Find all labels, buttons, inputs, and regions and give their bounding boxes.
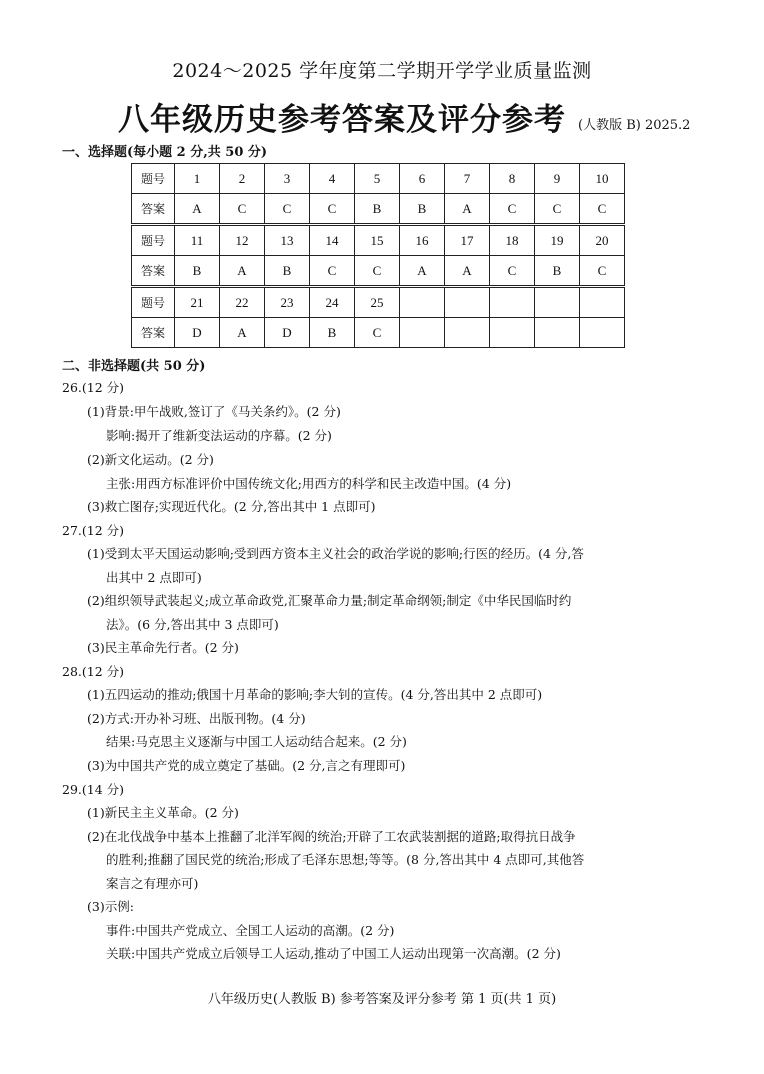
answer-line: 法》。(6 分,答出其中 3 点即可) xyxy=(106,617,279,632)
answer-cell: B xyxy=(175,256,220,287)
section1-heading: 一、选择题(每小题 2 分,共 50 分) xyxy=(62,145,268,160)
question-27-header: 27.(12 分) xyxy=(62,523,125,538)
question-number-cell: 15 xyxy=(355,225,400,256)
question-29-header: 29.(14 分) xyxy=(62,782,125,797)
answer-line: 结果:马克思主义逐渐与中国工人运动结合起来。(2 分) xyxy=(106,734,407,749)
answer-cell: A xyxy=(220,318,265,348)
question-number-cell: 14 xyxy=(310,225,355,256)
section2-heading: 二、非选择题(共 50 分) xyxy=(62,359,206,374)
answer-cell: C xyxy=(220,194,265,225)
question-28-header: 28.(12 分) xyxy=(62,664,125,679)
answer-line: 事件:中国共产党成立、全国工人运动的高潮。(2 分) xyxy=(106,923,395,938)
answer-line: (2)方式:开办补习班、出版刊物。(4 分) xyxy=(87,711,306,726)
answer-row xyxy=(132,256,625,287)
answer-cell xyxy=(535,318,580,348)
answer-line: (2)组织领导武装起义;成立革命政党,汇聚革命力量;制定革命纲领;制定《中华民国临时约 xyxy=(87,593,572,608)
answer-line: 出其中 2 点即可) xyxy=(106,570,202,585)
question-number-cell: 2 xyxy=(220,164,265,194)
answer-line: (2)在北伐战争中基本上推翻了北洋军阀的统治;开辟了工农武装割据的道路;取得抗日战争 xyxy=(87,829,576,844)
question-number-cell xyxy=(445,287,490,318)
answer-cell: C xyxy=(535,194,580,225)
answer-line: 案言之有理亦可) xyxy=(106,876,199,891)
answer-cell xyxy=(400,318,445,348)
answer-cell: C xyxy=(580,194,625,225)
answer-cell: C xyxy=(490,194,535,225)
question-number-cell: 11 xyxy=(175,225,220,256)
answer-line: 主张:用西方标准评价中国传统文化;用西方的科学和民主改造中国。(4 分) xyxy=(106,476,512,491)
answer-line: (2)新文化运动。(2 分) xyxy=(87,452,214,467)
question-number-cell: 8 xyxy=(490,164,535,194)
answer-cell: A xyxy=(445,194,490,225)
answer-cell: B xyxy=(310,318,355,348)
answer-cell: C xyxy=(580,256,625,287)
answer-cell: B xyxy=(535,256,580,287)
answer-line: (1)新民主主义革命。(2 分) xyxy=(87,805,239,820)
answer-cell: D xyxy=(265,318,310,348)
question-number-row xyxy=(132,287,625,318)
answer-cell: A xyxy=(445,256,490,287)
answer-cell: B xyxy=(355,194,400,225)
answer-line: 的胜利;推翻了国民党的统治;形成了毛泽东思想;等等。(8 分,答出其中 4 点即可,其他答 xyxy=(106,852,585,867)
question-number-cell: 3 xyxy=(265,164,310,194)
answer-cell xyxy=(580,318,625,348)
answer-cell xyxy=(445,318,490,348)
answer-cell: C xyxy=(310,256,355,287)
row-label: 答案 xyxy=(132,194,175,225)
answer-cell xyxy=(490,318,535,348)
title-line1: 2024～2025 学年度第二学期开学学业质量监测 xyxy=(172,60,592,82)
question-26-header: 26.(12 分) xyxy=(62,380,125,395)
answer-line: (1)背景:甲午战败,签订了《马关条约》。(2 分) xyxy=(87,404,341,419)
answer-line: (1)受到太平天国运动影响;受到西方资本主义社会的政治学说的影响;行医的经历。(4 分,答 xyxy=(87,546,584,561)
row-label: 题号 xyxy=(132,287,175,318)
answer-line: (1)五四运动的推动;俄国十月革命的影响;李大钊的宣传。(4 分,答出其中 2 点即可) xyxy=(87,687,543,702)
question-number-cell: 20 xyxy=(580,225,625,256)
answer-cell: C xyxy=(265,194,310,225)
question-number-row xyxy=(132,225,625,256)
answer-line: (3)民主革命先行者。(2 分) xyxy=(87,640,239,655)
question-number-cell xyxy=(400,287,445,318)
page-title: 八年级历史参考答案及评分参考 xyxy=(118,102,566,138)
answer-cell: C xyxy=(490,256,535,287)
answer-line: (3)示例: xyxy=(87,899,134,914)
edition-label: (人教版 B) 2025.2 xyxy=(578,118,691,133)
answer-cell: A xyxy=(400,256,445,287)
answer-line: (3)救亡图存;实现近代化。(2 分,答出其中 1 点即可) xyxy=(87,499,376,514)
question-number-row xyxy=(132,164,625,194)
question-number-cell: 25 xyxy=(355,287,400,318)
answer-row xyxy=(132,318,625,348)
question-number-cell: 12 xyxy=(220,225,265,256)
question-number-cell: 10 xyxy=(580,164,625,194)
answer-cell: A xyxy=(175,194,220,225)
question-number-cell: 16 xyxy=(400,225,445,256)
answer-line: (3)为中国共产党的成立奠定了基础。(2 分,言之有理即可) xyxy=(87,758,406,773)
question-number-cell: 9 xyxy=(535,164,580,194)
question-number-cell: 21 xyxy=(175,287,220,318)
question-number-cell: 7 xyxy=(445,164,490,194)
question-number-cell: 13 xyxy=(265,225,310,256)
question-number-cell xyxy=(580,287,625,318)
question-number-cell: 6 xyxy=(400,164,445,194)
answer-cell: C xyxy=(355,318,400,348)
question-number-cell: 5 xyxy=(355,164,400,194)
answer-row xyxy=(132,194,625,225)
answer-table xyxy=(131,163,625,348)
answer-cell: D xyxy=(175,318,220,348)
row-label: 题号 xyxy=(132,225,175,256)
question-number-cell: 17 xyxy=(445,225,490,256)
answer-line: 影响:揭开了维新变法运动的序幕。(2 分) xyxy=(106,428,332,443)
answer-line: 关联:中国共产党成立后领导工人运动,推动了中国工人运动出现第一次高潮。(2 分) xyxy=(106,946,561,961)
row-label: 答案 xyxy=(132,318,175,348)
question-number-cell xyxy=(535,287,580,318)
page-footer: 八年级历史(人教版 B) 参考答案及评分参考 第 1 页(共 1 页) xyxy=(207,992,557,1007)
question-number-cell: 19 xyxy=(535,225,580,256)
question-number-cell: 1 xyxy=(175,164,220,194)
question-number-cell: 22 xyxy=(220,287,265,318)
answer-cell: B xyxy=(265,256,310,287)
row-label: 答案 xyxy=(132,256,175,287)
question-number-cell: 23 xyxy=(265,287,310,318)
answer-cell: A xyxy=(220,256,265,287)
question-number-cell: 4 xyxy=(310,164,355,194)
question-number-cell xyxy=(490,287,535,318)
question-number-cell: 18 xyxy=(490,225,535,256)
answer-cell: B xyxy=(400,194,445,225)
answer-cell: C xyxy=(310,194,355,225)
answer-cell: C xyxy=(355,256,400,287)
question-number-cell: 24 xyxy=(310,287,355,318)
row-label: 题号 xyxy=(132,164,175,194)
